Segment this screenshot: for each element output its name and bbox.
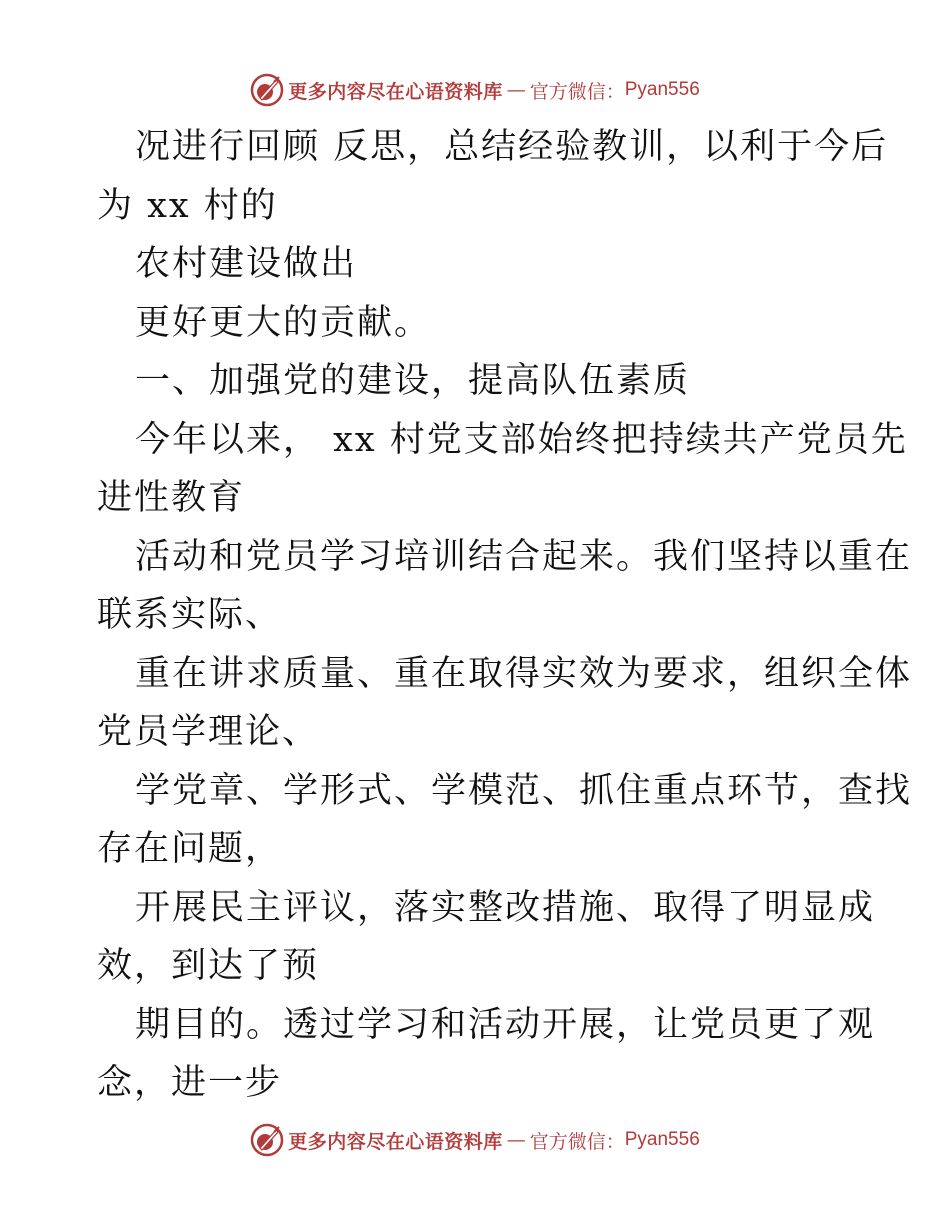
text-line: 念，进一步 (97, 1063, 283, 1103)
banner-text: 更多内容尽在心语资料库 (288, 1130, 503, 1153)
text-line: 党员学理论、 (97, 712, 320, 752)
banner-separator: — (506, 1129, 526, 1151)
text-line: 况进行回顾 反思，总结经验教训，以利于今后 (135, 127, 889, 167)
quill-pen-logo-icon (250, 73, 284, 107)
section-heading: 一、加强党的建设，提高队伍素质 (135, 361, 691, 401)
quill-pen-logo-icon (250, 1123, 284, 1157)
text-line: 活动和党员学习培训结合起来。我们坚持以重在 (135, 536, 913, 577)
text-line: 效，到达了预 (97, 946, 320, 986)
text-line: 存在问题， (97, 829, 283, 869)
banner-separator: — (506, 79, 526, 101)
text-line: 期目的。透过学习和活动开展，让党员更了观 (135, 1004, 876, 1045)
text-line: 进性教育 (97, 478, 246, 518)
banner-wechat-id: Pyan556 (624, 1129, 700, 1150)
banner-wechat-id: Pyan556 (624, 79, 700, 100)
banner-text: 更多内容尽在心语资料库 (288, 80, 503, 103)
banner-official-label: 官方微信： (529, 1130, 625, 1153)
text-line: 为 xx 村的 (97, 185, 278, 226)
document-body (97, 118, 913, 1113)
text-line: 联系实际、 (97, 595, 283, 635)
footer-banner (0, 1120, 950, 1160)
text-line: 学党章、学形式、学模范、抓住重点环节，查找 (135, 770, 913, 811)
text-line: 今年以来， xx 村党支部始终把持续共产党员先 (135, 419, 908, 460)
header-banner (0, 70, 950, 110)
banner-official-label: 官方微信： (529, 80, 625, 103)
text-line: 更好更大的贡献。 (135, 302, 432, 343)
text-line: 重在讲求质量、重在取得实效为要求，组织全体 (135, 653, 913, 694)
text-line: 农村建设做出 (135, 244, 358, 284)
text-line: 开展民主评议，落实整改措施、取得了明显成 (135, 887, 876, 928)
